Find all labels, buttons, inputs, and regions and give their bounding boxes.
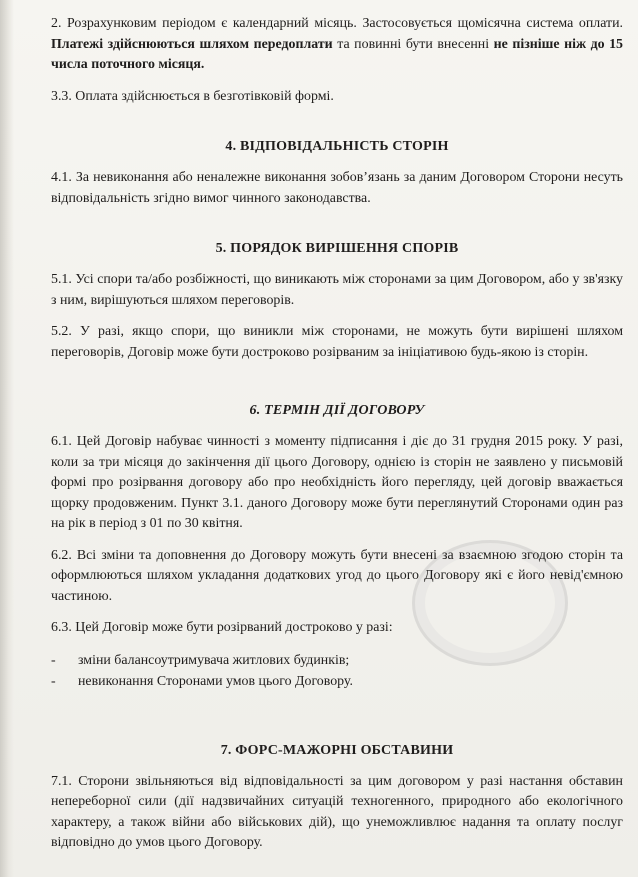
- paragraph-6-1: 6.1. Цей Договір набуває чинності з моменту підписання і діє до 31 грудня 2015 року. У разі, коли за три місяця до закінчення дії цього Договору, однією із сторін не заявлено у письмовій формі про розірвання договору або про необхідність його перегляду, цей договір вважається щорку продовженим. Пункт 3.1. даного Договору може бути переглянутий Сторонами один раз на рік в період з 01 по 30 квітня.: [51, 434, 623, 531]
- paragraph-7-1: 7.1. Сторони звільняються від відповідальності за цим договором у разі настання обставин непереборної сили (дії надзвичайних ситуацій техногенного, природного або екологічного характеру, а також війни або військових дій), що унеможливлює надання та оплату послуг відповідно до умов цього Договору.: [51, 773, 623, 850]
- list-item: - зміни балансоутримувача житлових будинків;: [51, 650, 623, 671]
- page-edge-shadow: [0, 0, 14, 877]
- paragraph-3-3: 3.3. Оплата здійснюється в безготівковій формі.: [51, 88, 334, 104]
- dash-bullet: -: [51, 652, 56, 668]
- section-5-title: 5. ПОРЯДОК ВИРІШЕННЯ СПОРІВ: [215, 241, 459, 256]
- bold-deadline: не пізніше ніж до 15 числа поточного місяця.: [51, 36, 623, 72]
- paragraph-6-3: 6.3. Цей Договір може бути розірваний достроково у разі:: [51, 620, 393, 635]
- section-6-title: 6. ТЕРМІН ДІЇ ДОГОВОРУ: [249, 403, 425, 418]
- paragraph-5-2: 5.2. У разі, якщо спори, що виникли між сторонами, не можуть бути вирішені шляхом переговорів, Договір може бути достроково розірваним за ініціативою будь-якою із сторін.: [51, 324, 623, 360]
- section-7-title: 7. ФОРС-МАЖОРНІ ОБСТАВИНИ: [220, 742, 454, 758]
- paragraph-5-1: 5.1. Усі спори та/або розбіжності, що виникають між сторонами за цим Договором, або у зв'язку з ним, вирішуються шляхом переговорів.: [51, 272, 623, 308]
- paragraph-4-1: 4.1. За невиконання або неналежне виконання зобов’язань за даним Договором Сторони несуть відповідальність згідно вимог чинного законодавства.: [51, 170, 623, 206]
- section-4-title: 4. ВІДПОВІДАЛЬНІСТЬ СТОРІН: [225, 139, 449, 154]
- list-item: - невиконання Сторонами умов цього Договору.: [51, 671, 623, 692]
- document-body: [51, 14, 623, 854]
- dash-bullet: -: [51, 673, 56, 689]
- paragraph-3-2: 2. Розрахунковим періодом є календарний місяць. Застосовується щомісячна система оплати. Платежі здійснюються шляхом передоплати та повинні бути внесенні не пізніше ніж до 15 числа поточного місяця.: [51, 16, 623, 72]
- bold-prepayment: Платежі здійснюються шляхом передоплати: [51, 36, 333, 52]
- termination-conditions-list: [51, 650, 623, 692]
- paragraph-6-2: 6.2. Всі зміни та доповнення до Договору можуть бути внесені за взаємною згодою сторін та оформлюються шляхом укладання додаткових угод до цього Договору які є його невід'ємною частиною.: [51, 547, 623, 604]
